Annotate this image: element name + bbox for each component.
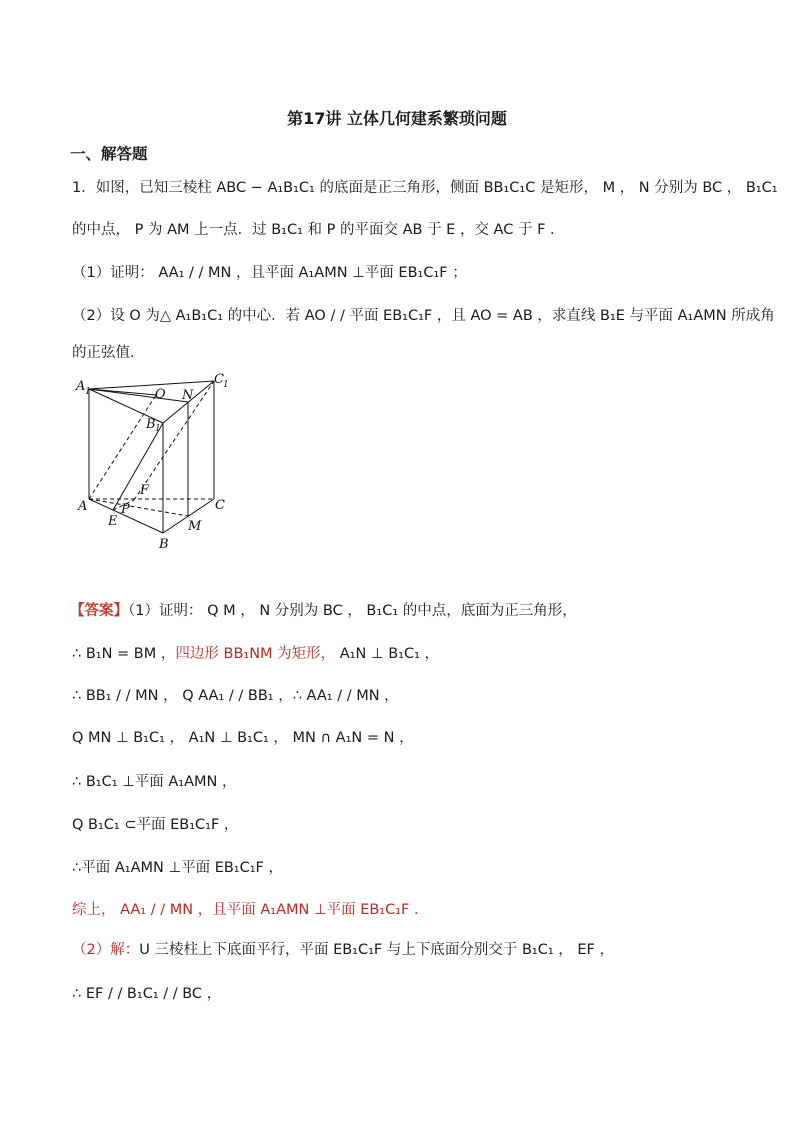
label-a: A (78, 499, 88, 514)
answer-part2-label: （2）解： (72, 942, 140, 958)
label-b1-sub: 1 (155, 424, 161, 434)
answer-line-2-b: A₁N ⊥ B₁C₁ ， (335, 646, 440, 662)
segment-a-m-hidden (89, 499, 188, 516)
answer-line-3: ∴ BB₁ / / MN ， Q AA₁ / / BB₁ ，∴ AA₁ / / MN ， (72, 688, 399, 704)
label-c1-sub: 1 (223, 380, 229, 390)
segment-e-b1 (113, 423, 163, 510)
page-title: 第17讲 立体几何建系繁琐问题 (287, 109, 507, 128)
section-heading: 一、解答题 (70, 145, 148, 163)
label-b: B (159, 537, 169, 552)
label-a1: A (76, 379, 86, 394)
label-a1-sub: 1 (85, 387, 91, 397)
label-n: N (182, 388, 194, 403)
label-c: C (215, 498, 225, 513)
answer-line-6: Q B₁C₁ ⊂平面 EB₁C₁F ， (72, 817, 239, 833)
problem-part-1: （1）证明： AA₁ / / MN ，且平面 A₁AMN ⊥平面 EB₁C₁F ； (72, 265, 467, 281)
answer-line-4: Q MN ⊥ B₁C₁ ， A₁N ⊥ B₁C₁ ， MN ∩ A₁N = N ， (72, 730, 414, 746)
label-p: P (121, 502, 130, 517)
prism-figure (70, 368, 240, 558)
answer-line-2-a: ∴ B₁N = BM ， (72, 646, 176, 662)
label-e: E (108, 514, 118, 529)
answer-tag: 【答案】 (70, 603, 128, 619)
problem-line-1: 1．如图，已知三棱柱 ABC − A₁B₁C₁ 的底面是正三角形，侧面 BB₁C₁C 是矩形， M ， N 分别为 BC ， B₁C₁ (72, 180, 778, 196)
answer-line-10: ∴ EF / / B₁C₁ / / BC ， (72, 986, 222, 1002)
label-b1: B (146, 417, 156, 432)
answer-line-2-red: 四边形 BB₁NM 为矩形， (175, 646, 336, 662)
answer-line-9-text: U 三棱柱上下底面平行，平面 EB₁C₁F 与上下底面分别交于 B₁C₁ ， EF ， (139, 942, 615, 958)
label-f: F (140, 483, 150, 498)
answer-line-5: ∴ B₁C₁ ⊥平面 A₁AMN ， (72, 774, 237, 790)
label-c1: C (214, 372, 224, 387)
problem-part-2b: 的正弦值． (72, 345, 145, 361)
problem-part-2a: （2）设 O 为△ A₁B₁C₁ 的中心．若 AO / / 平面 EB₁C₁F ，且 AO = AB ，求直线 B₁E 与平面 A₁AMN 所成角 (72, 308, 775, 324)
label-o: O (155, 387, 166, 402)
answer-line-7: ∴平面 A₁AMN ⊥平面 EB₁C₁F ， (72, 860, 284, 876)
answer-line-2 (72, 644, 439, 664)
answer-line-9 (72, 940, 614, 960)
label-m: M (188, 519, 202, 534)
edge-a1-c1 (89, 381, 214, 389)
answer-line-1-text: （1）证明： Q M ， N 分别为 BC ， B₁C₁ 的中点，底面为正三角形， (128, 603, 577, 619)
answer-line-1 (70, 601, 577, 621)
answer-line-8: 综上， AA₁ / / MN ，且平面 A₁AMN ⊥平面 EB₁C₁F ． (72, 902, 429, 918)
problem-line-2: 的中点， P 为 AM 上一点．过 B₁C₁ 和 P 的平面交 AB 于 E ，交 AC 于 F ． (72, 222, 565, 238)
